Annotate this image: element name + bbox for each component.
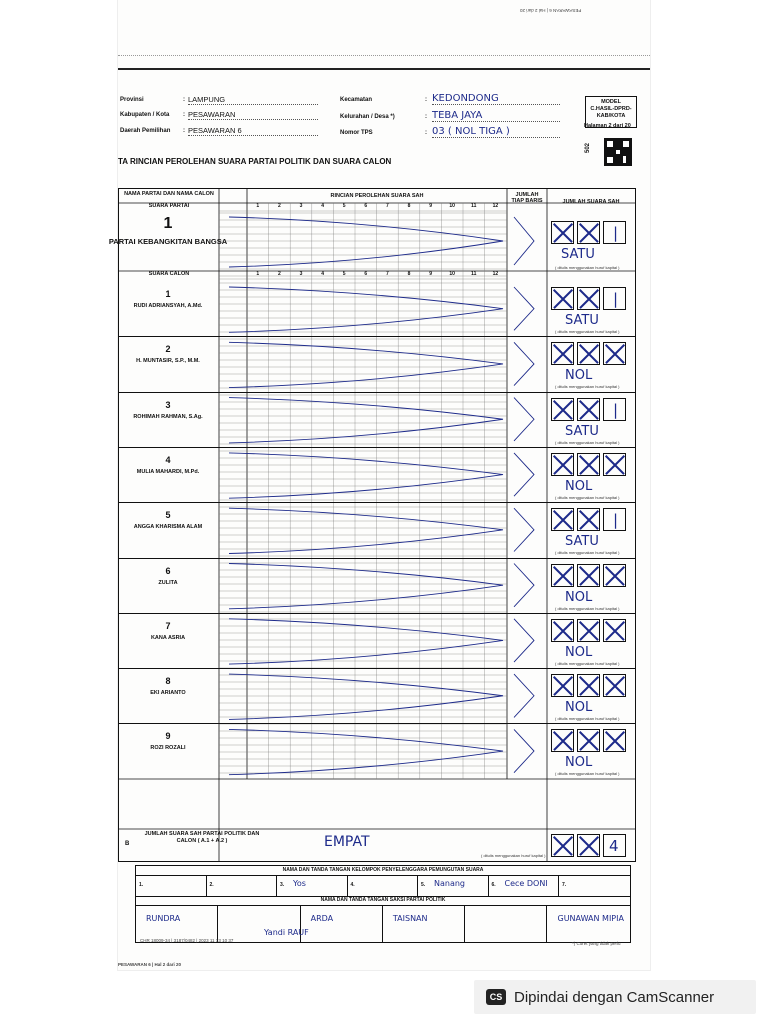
kpps-signature: Cece DONI xyxy=(504,879,548,888)
party-name: PARTAI KEBANGKITAN BANGSA xyxy=(108,237,228,246)
kpps-header: NAMA DAN TANDA TANGAN KELOMPOK PENYELENGGARA PEMUNGUTAN SUARA xyxy=(282,867,484,873)
camscanner-badge xyxy=(474,980,756,1014)
value-kabupaten: PESAWARAN xyxy=(188,110,318,120)
candidate-number: 3 xyxy=(165,399,171,410)
saksi-header: NAMA DAN TANDA TANGAN SAKSI PARTAI POLITIK xyxy=(320,897,446,903)
candidate-result-note: ( ditulis menggunakan huruf kapital ) xyxy=(555,550,620,556)
saksi-signature: ARDA xyxy=(310,914,334,923)
column-numbers-top xyxy=(247,203,507,211)
kpps-number: 6. xyxy=(491,882,496,888)
saksi-extra-signature: Yandi RAUF xyxy=(264,928,309,937)
kpps-signature-cell xyxy=(207,876,278,896)
candidate-name: EKI ARIANTO xyxy=(150,690,186,697)
column-number: 2 xyxy=(278,203,281,209)
saksi-signature: TAISNAN xyxy=(392,914,428,923)
candidate-number: 9 xyxy=(165,731,171,742)
candidate-number: 6 xyxy=(165,565,171,576)
qr-code-label: 502 xyxy=(585,142,592,154)
total-note: ( ditulis menggunakan huruf kapital ) xyxy=(481,853,546,858)
party-number: 1 xyxy=(163,215,173,232)
saksi-signature-cell xyxy=(548,906,630,942)
kpps-number: 5. xyxy=(421,882,426,888)
candidate-result-words: NOL xyxy=(565,644,593,660)
column-number: 5 xyxy=(342,203,346,209)
suara-partai-label: SUARA PARTAI xyxy=(148,203,190,209)
column-number: 12 xyxy=(492,203,499,209)
candidate-result-note: ( ditulis menggunakan huruf kapital ) xyxy=(555,660,620,666)
column-number: 3 xyxy=(299,203,303,209)
value-kelurahan: TEBA JAYA xyxy=(432,110,560,122)
row-divider xyxy=(119,613,635,614)
candidate-result-note: ( ditulis menggunakan huruf kapital ) xyxy=(555,329,620,334)
saksi-signature-cell xyxy=(465,906,547,942)
results-table: NAMA PARTAI DAN NAMA CALON SUARA PARTAI RINCIAN PEROLEHAN SUARA SAH JUMLAH TIAP BARIS JUMLAH SUARA SAH 1 2 3 4 5 6 7 8 9 10 11 12 SUARA CALON 1 2 3 4 5 6 7 8 9 10 11 12 1 PARTAI KEBANGKITAN BANGSA | SATU ( ditulis menggunakan huruf kapital ) 1 RUDI ADRIANSYAH, A.Md. | SATU ( ditulis menggunakan huruf kapital ) 2 H. MUNTASIR, S.P., M.M. NOL ( ditulis menggunakan huruf kapital ) 3 ROHIMAH RAHMAN, S.Ag. | SATU ( ditulis menggunakan huruf kapital ) 4 MULIA MAHARDI, M.Pd. NOL ( ditulis menggunakan huruf kapital ) 5 ANGGA KHARISMA ALAM | SATU ( ditulis menggunakan huruf kapital ) 6 ZULITA NOL ( ditulis menggunakan huruf kapital ) 7 KANA ASRIA NOL ( ditulis menggunakan huruf kapital ) 8 EKI ARIANTO NOL ( ditulis menggunakan huruf kapital ) 9 ROZI ROZALI NOL ( ditulis menggunakan huruf kapital ) B JUMLAH SUARA SAH PARTAI POLITIK DAN CALON ( A.1 + A.2 ) EMPAT ( ditulis menggunakan huruf kapital ) 4 xyxy=(118,188,636,862)
camscanner-logo-icon: CS xyxy=(486,989,506,1005)
saksi-signature: GUNAWAN MIPIA xyxy=(557,914,624,923)
candidate-name: KANA ASRIA xyxy=(150,634,186,641)
saksi-signature-cell xyxy=(301,906,383,942)
kpps-signature-cell xyxy=(559,876,630,896)
kpps-signature: Nanang xyxy=(434,879,466,888)
candidate-result-words: NOL xyxy=(565,478,593,494)
label-kabupaten: Kabupaten / Kota xyxy=(120,112,170,118)
column-number: 2 xyxy=(278,271,281,277)
column-number: 8 xyxy=(407,271,411,277)
candidate-name: H. MUNTASIR, S.P., M.M. xyxy=(136,358,200,365)
footnote: *) Coret yang tidak perlu xyxy=(572,941,621,946)
label-kecamatan: Kecamatan xyxy=(340,97,373,103)
kpps-number: 3. xyxy=(280,882,285,888)
col-party-header: NAMA PARTAI DAN NAMA CALON xyxy=(124,191,214,197)
col-row-sum-header: JUMLAH TIAP BARIS xyxy=(511,192,543,204)
candidate-name: ANGGA KHARISMA ALAM xyxy=(133,524,203,531)
total-digit: 4 xyxy=(609,837,619,855)
kpps-number: 7. xyxy=(562,882,567,888)
candidate-result-note: ( ditulis menggunakan huruf kapital ) xyxy=(555,716,620,722)
candidate-result-words: SATU xyxy=(565,423,599,439)
cut-line-top xyxy=(118,55,650,57)
kpps-signature-cell xyxy=(136,876,207,896)
column-number: 6 xyxy=(364,203,368,209)
column-number: 9 xyxy=(429,203,432,209)
column-number: 9 xyxy=(429,271,432,277)
candidate-name: MULIA MAHARDI, M.Pd. xyxy=(136,468,200,475)
value-dapil: PESAWARAN 6 xyxy=(188,126,318,136)
column-number: 5 xyxy=(342,271,346,277)
candidate-number: 4 xyxy=(165,454,171,465)
row-divider xyxy=(119,668,635,669)
label-tps: Nomor TPS xyxy=(340,130,373,136)
row-divider xyxy=(119,502,635,503)
page-label: Halaman 2 dari 20 xyxy=(584,123,631,129)
candidate-number: 1 xyxy=(165,289,171,299)
candidate-result-note: ( ditulis menggunakan huruf kapital ) xyxy=(555,439,620,445)
column-number: 12 xyxy=(492,271,499,277)
form-stamp: CHR 18009-34 | 3187/0482 | 2023 11 13 10 37 xyxy=(140,938,234,943)
candidate-result-note: ( ditulis menggunakan huruf kapital ) xyxy=(555,605,620,611)
candidate-name: RUDI ADRIANSYAH, A.Md. xyxy=(133,303,203,309)
header-rule xyxy=(118,68,650,70)
column-number: 3 xyxy=(299,271,303,277)
candidate-result-words: SATU xyxy=(565,534,599,550)
candidate-result-words: NOL xyxy=(565,368,593,384)
total-label: JUMLAH SUARA SAH PARTAI POLITIK DAN CALON ( A.1 + A.2 ) xyxy=(144,831,260,844)
candidate-name: ROHIMAH RAHMAN, S.Ag. xyxy=(133,413,203,420)
total-words: EMPAT xyxy=(324,834,370,850)
candidate-result-note: ( ditulis menggunakan huruf kapital ) xyxy=(555,384,620,390)
column-number: 10 xyxy=(449,203,455,209)
column-number: 7 xyxy=(386,203,389,209)
camscanner-text: Dipindai dengan CamScanner xyxy=(514,988,715,1006)
kpps-signature-cell xyxy=(277,876,348,896)
value-provinsi: LAMPUNG xyxy=(188,95,318,105)
kpps-number: 2. xyxy=(209,882,214,888)
form-title: TA RINCIAN PEROLEHAN SUARA PARTAI POLITIK DAN SUARA CALON xyxy=(118,157,392,166)
column-number: 1 xyxy=(256,203,260,209)
value-tps: 03 ( NOL TIGA ) xyxy=(432,126,560,138)
candidate-name: ZULITA xyxy=(158,579,178,586)
candidate-result-words: NOL xyxy=(565,755,593,771)
candidate-result-words: NOL xyxy=(565,589,593,605)
label-dapil: Daerah Pemilihan xyxy=(120,128,171,134)
kpps-number: 1. xyxy=(139,882,144,888)
page-ref-bottom: PESAWARAN 6 | Hal 2 dari 20 xyxy=(118,962,182,967)
candidate-name: ROZI ROZALI xyxy=(150,745,186,752)
candidate-result-note: ( ditulis menggunakan huruf kapital ) xyxy=(555,494,620,500)
column-number: 11 xyxy=(471,203,477,209)
kpps-number: 4. xyxy=(350,882,355,888)
signature-table xyxy=(135,865,631,943)
candidate-number: 2 xyxy=(165,344,171,355)
candidate-result-words: SATU xyxy=(565,313,599,328)
model-label: MODEL C.HASIL-DPRD-KAB/KOTA xyxy=(590,99,632,119)
kpps-signature-cell xyxy=(418,876,489,896)
row-divider xyxy=(119,558,635,559)
column-number: 4 xyxy=(321,203,324,209)
column-number: 1 xyxy=(256,271,260,277)
row-divider xyxy=(119,336,635,337)
column-number: 11 xyxy=(471,271,477,277)
candidate-number: 5 xyxy=(165,510,171,521)
column-number: 6 xyxy=(364,271,368,277)
column-number: 10 xyxy=(449,271,455,277)
kpps-signature: Yos xyxy=(293,879,306,888)
candidate-number: 7 xyxy=(165,620,171,631)
col-detail-header: RINCIAN PEROLEHAN SUARA SAH xyxy=(330,193,424,199)
col-total-header: JUMLAH SUARA SAH xyxy=(562,199,620,205)
kpps-signature-cell xyxy=(489,876,560,896)
saksi-signature: RUNDRA xyxy=(146,914,181,923)
column-number: 8 xyxy=(407,203,411,209)
party-result-words: SATU xyxy=(561,247,595,262)
candidate-result-note: ( ditulis menggunakan huruf kapital ) xyxy=(555,771,620,777)
column-numbers-mid xyxy=(247,271,507,279)
column-number: 7 xyxy=(386,271,389,277)
suara-calon-label: SUARA CALON xyxy=(148,271,190,277)
qr-code-icon xyxy=(604,138,632,166)
label-provinsi: Provinsi xyxy=(120,97,144,103)
row-divider xyxy=(119,392,635,393)
total-row-no: B xyxy=(125,841,130,847)
party-result-note: ( ditulis menggunakan huruf kapital ) xyxy=(555,265,620,270)
kpps-signature-cell xyxy=(348,876,419,896)
column-number: 4 xyxy=(321,271,324,277)
label-kelurahan: Kelurahan / Desa *) xyxy=(340,114,395,120)
value-kecamatan: KEDONDONG xyxy=(432,93,560,105)
row-divider xyxy=(119,447,635,448)
row-divider xyxy=(119,723,635,724)
top-page-ref: PESAWARAN 6 | Hal 2 dari 20 xyxy=(520,8,582,13)
candidate-number: 8 xyxy=(165,676,171,687)
candidate-result-words: NOL xyxy=(565,700,593,716)
saksi-signature-cell xyxy=(383,906,465,942)
saksi-signature-cell xyxy=(136,906,218,942)
